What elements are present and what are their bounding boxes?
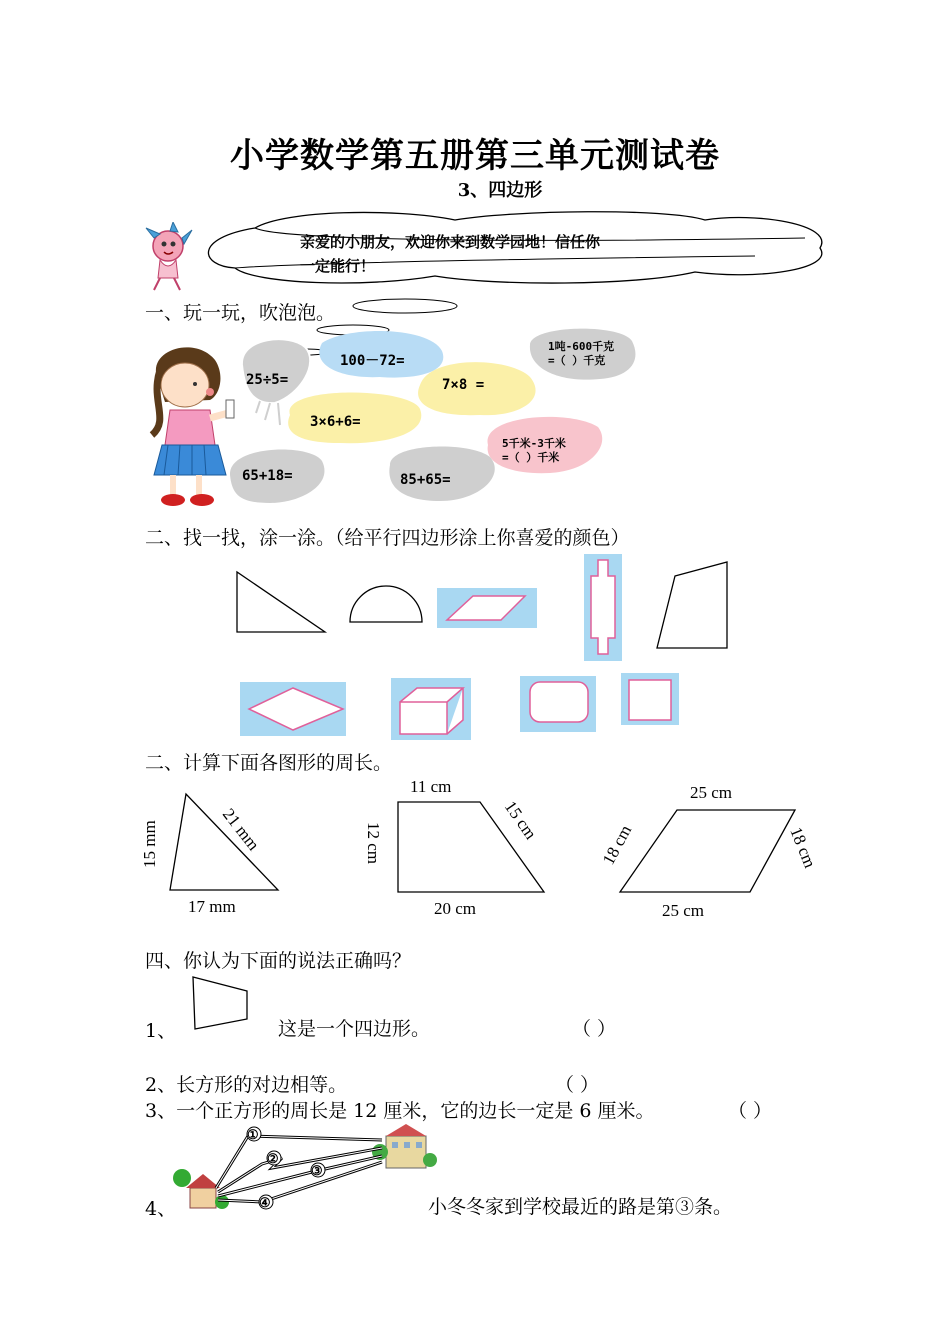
page-title: 小学数学第五册第三单元测试卷: [230, 136, 720, 176]
trapezoid-bottom-label: 20 cm: [434, 899, 477, 918]
trapezoid-right-label: 15 cm: [500, 797, 541, 843]
cloud-line-1: 亲爱的小朋友，欢迎你来到数学园地！信任你: [300, 233, 601, 251]
page-subtitle: 3、四边形: [457, 180, 543, 201]
route-4-label: ④: [259, 1195, 271, 1210]
bubble-8-text: 85+65=: [400, 472, 451, 488]
semicircle-shape: [350, 586, 422, 622]
trapezoid-left-label: 12 cm: [364, 822, 383, 865]
route-map-icon: [172, 1122, 437, 1222]
question-2-answer[interactable]: （ ）: [555, 1074, 600, 1096]
bubble-7-text: 65+18=: [242, 468, 293, 484]
cloud-message: [300, 230, 700, 278]
route-1-label: ①: [247, 1127, 259, 1142]
question-4-text: 小冬冬家到学校最近的路是第③条。: [428, 1196, 733, 1218]
trapezoid-top-label: 11 cm: [410, 777, 452, 796]
question-4-number: 4、: [145, 1198, 177, 1220]
parallelogram-figure: [620, 810, 795, 892]
trapezoid-shape: [657, 562, 727, 648]
square-shape: [629, 680, 671, 720]
right-triangle-shape: [237, 572, 325, 632]
bubble-4-line-2: =（ ）千克: [548, 354, 606, 367]
section-2-heading: 二、找一找，涂一涂。（给平行四边形涂上你喜爱的颜色）: [145, 527, 630, 549]
bubble-6-line-1: 5千米-3千米: [502, 437, 566, 450]
quadrilateral-figure: [185, 975, 255, 1035]
bubble-5-text: 3×6+6=: [310, 414, 361, 430]
question-1-answer[interactable]: （ ）: [572, 1018, 617, 1040]
question-2-text: 2、长方形的对边相等。: [145, 1074, 348, 1096]
bubble-6-line-2: =（ ）千米: [502, 451, 560, 464]
route-2-label: ②: [267, 1151, 279, 1166]
question-3-text: 3、一个正方形的周长是 12 厘米，它的边长一定是 6 厘米。: [145, 1100, 655, 1122]
question-1-text: 这是一个四边形。: [278, 1018, 431, 1040]
question-3-answer[interactable]: （ ）: [728, 1100, 773, 1122]
question-1-number: 1、: [145, 1020, 177, 1042]
cloud-line-2: 一定能行！: [300, 257, 376, 275]
parallelogram-bottom-label: 25 cm: [662, 901, 705, 920]
section-1-heading: 一、玩一玩，吹泡泡。: [145, 302, 336, 324]
bubble-4-line-1: 1吨-600千克: [548, 340, 615, 353]
bubble-3-text: 7×8 =: [442, 377, 485, 393]
parallelogram-left-label: 18 cm: [598, 821, 636, 868]
bubble-1-text: 25÷5=: [246, 372, 289, 388]
section-3-heading: 二、计算下面各图形的周长。: [145, 752, 393, 774]
bubble-2-text: 100－72=: [340, 353, 405, 369]
section-4-heading: 四、你认为下面的说法正确吗？: [145, 950, 412, 972]
mascot-icon: [140, 222, 200, 292]
rounded-rectangle-shape: [530, 682, 588, 722]
parallelogram-top-label: 25 cm: [690, 783, 733, 802]
perimeter-figures: [140, 770, 820, 930]
shapes-to-color: [225, 552, 745, 742]
triangle-right-label: 21 mm: [218, 804, 264, 855]
route-3-label: ③: [311, 1163, 323, 1178]
parallelogram-right-label: 18 cm: [786, 824, 820, 871]
triangle-left-label: 15 mm: [140, 820, 159, 868]
triangle-bottom-label: 17 mm: [188, 897, 236, 916]
